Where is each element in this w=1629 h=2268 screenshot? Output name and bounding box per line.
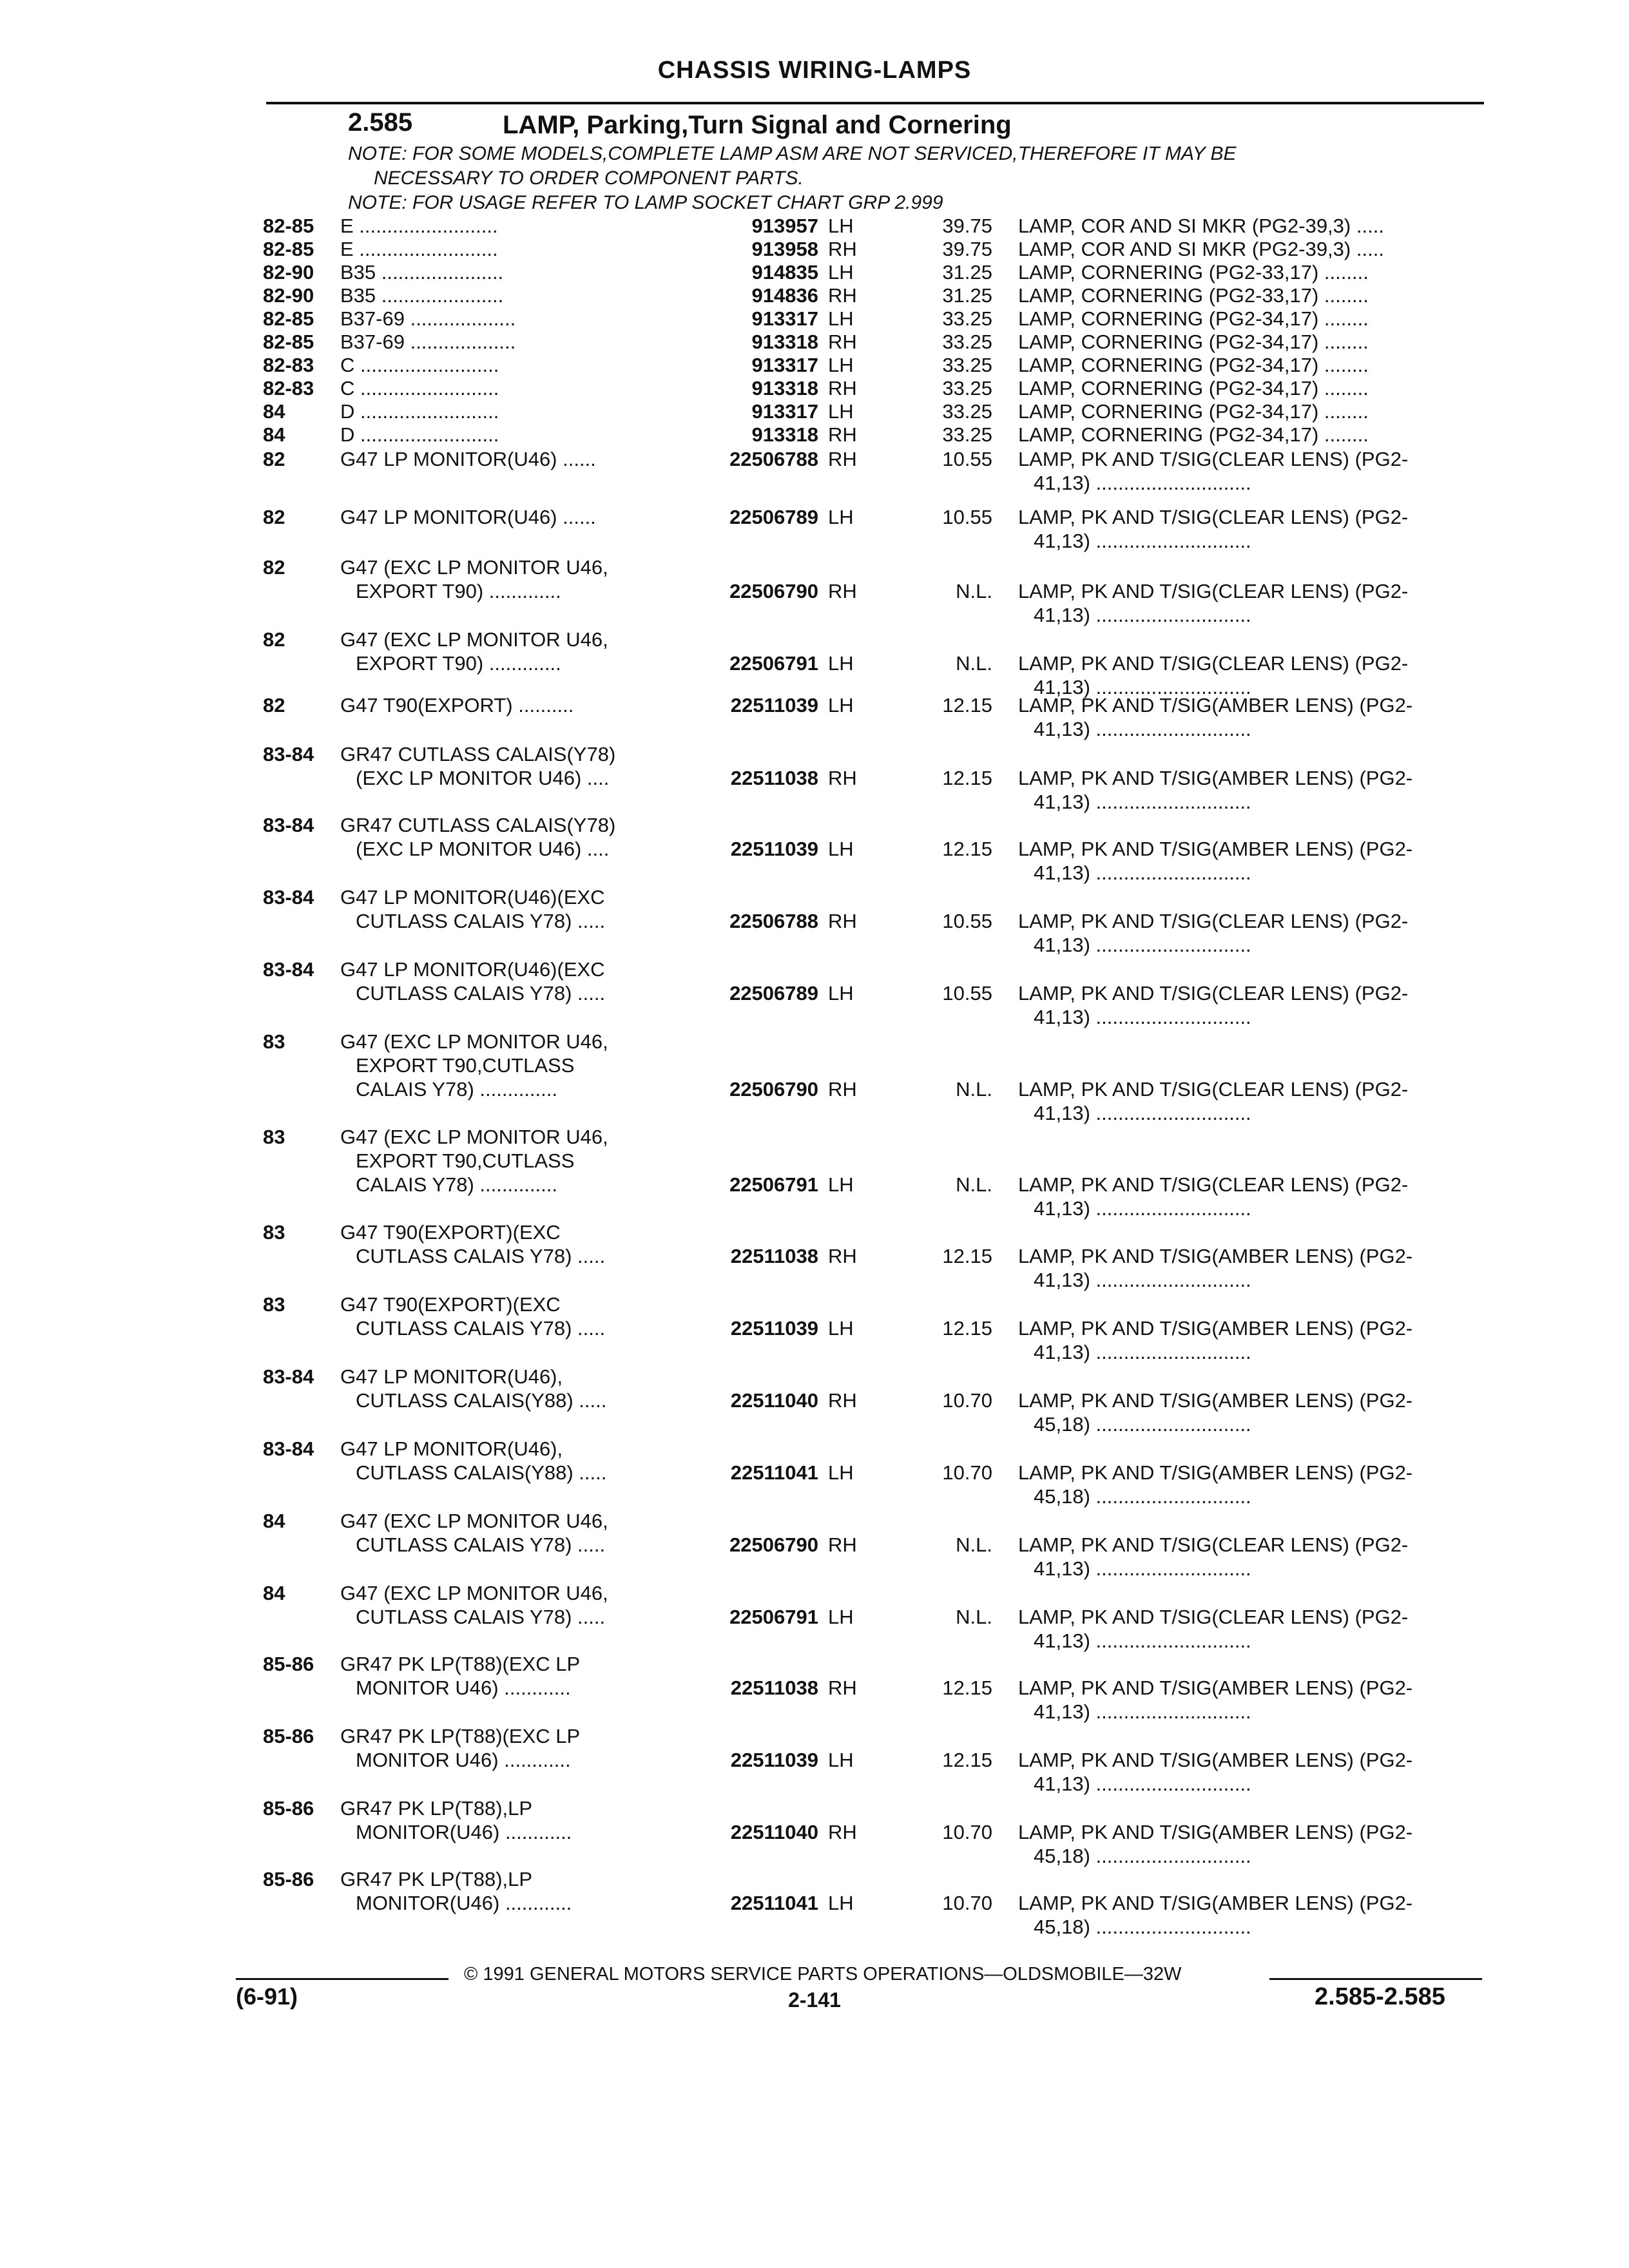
part-description: LAMP, CORNERING (PG2-34,17) ........ — [1018, 400, 1369, 423]
part-description-cont: 41,13) ............................ — [1034, 1629, 1251, 1652]
price: 10.55 — [942, 506, 992, 528]
part-number: 913317 — [751, 307, 818, 330]
part-number: 22511039 — [730, 1317, 818, 1340]
part-number: 914835 — [751, 261, 818, 284]
part-number: 22511040 — [730, 1821, 818, 1843]
model-year: 82 — [263, 556, 285, 579]
model-description: GR47 PK LP(T88)(EXC LP — [340, 1725, 581, 1747]
part-description-cont: 41,13) ............................ — [1034, 1773, 1251, 1795]
price: 10.70 — [942, 1821, 992, 1843]
side: RH — [828, 331, 857, 353]
model-description-cont: MONITOR U46) ............ — [356, 1749, 571, 1771]
part-description: LAMP, PK AND T/SIG(AMBER LENS) (PG2- — [1018, 1821, 1413, 1843]
model-description: C ......................... — [340, 377, 499, 399]
model-year: 85-86 — [263, 1797, 314, 1820]
model-year: 84 — [263, 1510, 285, 1532]
side: LH — [828, 261, 854, 284]
model-description: D ......................... — [340, 423, 499, 446]
part-number: 22506789 — [729, 982, 818, 1004]
model-description-cont: EXPORT T90,CUTLASS — [356, 1054, 575, 1077]
part-number: 22511038 — [730, 1677, 818, 1699]
part-description-cont: 41,13) ............................ — [1034, 1269, 1251, 1291]
part-description-cont: 41,13) ............................ — [1034, 1700, 1251, 1723]
model-description: G47 LP MONITOR(U46)(EXC — [340, 958, 605, 981]
part-description: LAMP, PK AND T/SIG(CLEAR LENS) (PG2- — [1018, 506, 1409, 528]
model-year: 83 — [263, 1293, 285, 1316]
price: N.L. — [956, 1533, 992, 1556]
model-description: G47 LP MONITOR(U46) ...... — [340, 506, 596, 528]
part-description-cont: 45,18) ............................ — [1034, 1916, 1251, 1938]
side: RH — [828, 1245, 857, 1267]
model-year: 85-86 — [263, 1653, 314, 1675]
part-number: 22506790 — [729, 580, 818, 602]
model-year: 83 — [263, 1126, 285, 1148]
model-description: G47 (EXC LP MONITOR U46, — [340, 1510, 608, 1532]
part-description-cont: 41,13) ............................ — [1034, 861, 1251, 884]
price: 33.25 — [942, 377, 992, 399]
price: 33.25 — [942, 307, 992, 330]
model-description: G47 T90(EXPORT)(EXC — [340, 1293, 561, 1316]
side: LH — [828, 506, 854, 528]
part-description: LAMP, PK AND T/SIG(AMBER LENS) (PG2- — [1018, 838, 1413, 860]
part-description: LAMP, PK AND T/SIG(AMBER LENS) (PG2- — [1018, 1245, 1413, 1267]
part-number: 913957 — [751, 215, 818, 237]
part-number: 22506791 — [729, 652, 818, 675]
part-description-cont: 41,13) ............................ — [1034, 1102, 1251, 1124]
model-year: 83 — [263, 1221, 285, 1244]
part-description-cont: 41,13) ............................ — [1034, 1341, 1251, 1363]
part-description: LAMP, PK AND T/SIG(CLEAR LENS) (PG2- — [1018, 1173, 1409, 1196]
side: RH — [828, 1677, 857, 1699]
part-description: LAMP, CORNERING (PG2-34,17) ........ — [1018, 377, 1369, 399]
part-description-cont: 41,13) ............................ — [1034, 530, 1251, 552]
model-year: 82-83 — [263, 354, 314, 376]
part-number: 913318 — [751, 423, 818, 446]
model-description-cont: CUTLASS CALAIS Y78) ..... — [356, 982, 606, 1004]
price: 10.55 — [942, 448, 992, 470]
model-description: B37-69 ................... — [340, 307, 516, 330]
part-description-cont: 45,18) ............................ — [1034, 1413, 1251, 1436]
side: RH — [828, 423, 857, 446]
part-number: 913317 — [751, 354, 818, 376]
model-description-cont: EXPORT T90,CUTLASS — [356, 1149, 575, 1172]
price: 12.15 — [942, 1317, 992, 1340]
part-description: LAMP, PK AND T/SIG(CLEAR LENS) (PG2- — [1018, 652, 1409, 675]
part-number: 914836 — [751, 284, 818, 307]
model-year: 82 — [263, 628, 285, 651]
part-description: LAMP, CORNERING (PG2-34,17) ........ — [1018, 354, 1369, 376]
part-description-cont: 41,13) ............................ — [1034, 604, 1251, 626]
price: 12.15 — [942, 1245, 992, 1267]
model-description: GR47 PK LP(T88),LP — [340, 1868, 533, 1890]
part-number: 913317 — [751, 400, 818, 423]
part-number: 22506789 — [729, 506, 818, 528]
part-description: LAMP, PK AND T/SIG(AMBER LENS) (PG2- — [1018, 1749, 1413, 1771]
model-year: 83-84 — [263, 1365, 314, 1388]
model-description: G47 (EXC LP MONITOR U46, — [340, 556, 608, 579]
part-number: 22511041 — [730, 1461, 818, 1484]
section-range: 2.585-2.585 — [1315, 1983, 1445, 2010]
model-description: G47 (EXC LP MONITOR U46, — [340, 1030, 608, 1053]
part-description-cont: 41,13) ............................ — [1034, 1197, 1251, 1220]
section-title: LAMP, Parking,Turn Signal and Cornering — [503, 111, 1012, 139]
part-description: LAMP, CORNERING (PG2-34,17) ........ — [1018, 423, 1369, 446]
price: 31.25 — [942, 261, 992, 284]
part-number: 22506791 — [729, 1173, 818, 1196]
part-number: 22506791 — [729, 1606, 818, 1628]
part-description: LAMP, PK AND T/SIG(AMBER LENS) (PG2- — [1018, 1317, 1413, 1340]
revision-date: (6-91) — [236, 1983, 298, 2010]
model-description: G47 T90(EXPORT) .......... — [340, 694, 574, 716]
price: 33.25 — [942, 423, 992, 446]
model-description-cont: (EXC LP MONITOR U46) .... — [356, 767, 610, 789]
part-description: LAMP, COR AND SI MKR (PG2-39,3) ..... — [1018, 215, 1384, 237]
part-description: LAMP, CORNERING (PG2-33,17) ........ — [1018, 284, 1369, 307]
side: RH — [828, 1389, 857, 1412]
part-description: LAMP, PK AND T/SIG(CLEAR LENS) (PG2- — [1018, 982, 1409, 1004]
part-description: LAMP, PK AND T/SIG(CLEAR LENS) (PG2- — [1018, 910, 1409, 932]
model-description: GR47 PK LP(T88)(EXC LP — [340, 1653, 581, 1675]
part-description-cont: 41,13) ............................ — [1034, 718, 1251, 740]
model-year: 84 — [263, 1582, 285, 1604]
model-description: GR47 CUTLASS CALAIS(Y78) — [340, 814, 616, 836]
part-description-cont: 41,13) ............................ — [1034, 676, 1251, 698]
model-description-cont: MONITOR(U46) ............ — [356, 1821, 572, 1843]
note-line-1: NOTE: FOR SOME MODELS,COMPLETE LAMP ASM ARE NOT SERVICED,THEREFORE IT MAY BE — [348, 143, 1237, 164]
model-description-cont: MONITOR U46) ............ — [356, 1677, 571, 1699]
model-year: 82-90 — [263, 284, 314, 307]
part-number: 913318 — [751, 331, 818, 353]
side: LH — [828, 1173, 854, 1196]
model-description: G47 LP MONITOR(U46), — [340, 1365, 563, 1388]
price: 12.15 — [942, 1749, 992, 1771]
part-number: 22506788 — [729, 910, 818, 932]
model-description: E ......................... — [340, 238, 498, 260]
part-number: 22506790 — [729, 1533, 818, 1556]
price: 31.25 — [942, 284, 992, 307]
model-year: 84 — [263, 400, 285, 423]
model-description: G47 LP MONITOR(U46), — [340, 1437, 563, 1460]
model-description-cont: CALAIS Y78) .............. — [356, 1173, 557, 1196]
model-year: 82 — [263, 448, 285, 470]
part-description: LAMP, PK AND T/SIG(AMBER LENS) (PG2- — [1018, 1677, 1413, 1699]
page-header: CHASSIS WIRING-LAMPS — [657, 57, 972, 84]
part-number: 22506790 — [729, 1078, 818, 1100]
model-description-cont: CUTLASS CALAIS Y78) ..... — [356, 1533, 606, 1556]
footer-rule-left — [236, 1978, 448, 1980]
part-description: LAMP, PK AND T/SIG(CLEAR LENS) (PG2- — [1018, 1078, 1409, 1100]
model-description: B35 ...................... — [340, 261, 504, 284]
model-description-cont: CALAIS Y78) .............. — [356, 1078, 557, 1100]
part-number: 22511040 — [730, 1389, 818, 1412]
model-description: G47 LP MONITOR(U46) ...... — [340, 448, 596, 470]
price: 12.15 — [942, 1677, 992, 1699]
model-year: 82-85 — [263, 238, 314, 260]
model-description: G47 LP MONITOR(U46)(EXC — [340, 886, 605, 908]
side: RH — [828, 767, 857, 789]
price: 10.55 — [942, 982, 992, 1004]
copyright: © 1991 GENERAL MOTORS SERVICE PARTS OPERATIONS—OLDSMOBILE—32W — [464, 1964, 1182, 1984]
side: LH — [828, 400, 854, 423]
price: 12.15 — [942, 767, 992, 789]
model-description: E ......................... — [340, 215, 498, 237]
model-description-cont: EXPORT T90) ............. — [356, 652, 561, 675]
model-year: 82-85 — [263, 331, 314, 353]
price: N.L. — [956, 652, 992, 675]
side: LH — [828, 1749, 854, 1771]
model-year: 83-84 — [263, 1437, 314, 1460]
model-year: 85-86 — [263, 1725, 314, 1747]
part-number: 22511039 — [730, 838, 818, 860]
model-description: C ......................... — [340, 354, 499, 376]
side: LH — [828, 1892, 854, 1914]
price: 39.75 — [942, 215, 992, 237]
price: 39.75 — [942, 238, 992, 260]
model-year: 82 — [263, 694, 285, 716]
part-number: 22511041 — [730, 1892, 818, 1914]
model-year: 82-90 — [263, 261, 314, 284]
price: N.L. — [956, 1606, 992, 1628]
side: LH — [828, 215, 854, 237]
side: LH — [828, 307, 854, 330]
side: RH — [828, 448, 857, 470]
side: LH — [828, 982, 854, 1004]
model-year: 82-85 — [263, 307, 314, 330]
model-year: 83 — [263, 1030, 285, 1053]
part-description: LAMP, PK AND T/SIG(AMBER LENS) (PG2- — [1018, 694, 1413, 716]
side: RH — [828, 1533, 857, 1556]
side: LH — [828, 838, 854, 860]
side: LH — [828, 1317, 854, 1340]
part-number: 913958 — [751, 238, 818, 260]
price: N.L. — [956, 1078, 992, 1100]
part-description-cont: 41,13) ............................ — [1034, 791, 1251, 813]
model-year: 83-84 — [263, 886, 314, 908]
part-number: 22511038 — [730, 1245, 818, 1267]
side: LH — [828, 694, 854, 716]
price: 12.15 — [942, 694, 992, 716]
model-description: GR47 CUTLASS CALAIS(Y78) — [340, 743, 616, 765]
model-description: B37-69 ................... — [340, 331, 516, 353]
model-description: B35 ...................... — [340, 284, 504, 307]
model-description: G47 T90(EXPORT)(EXC — [340, 1221, 561, 1244]
section-number: 2.585 — [348, 108, 413, 137]
part-description: LAMP, PK AND T/SIG(AMBER LENS) (PG2- — [1018, 1892, 1413, 1914]
price: 12.15 — [942, 838, 992, 860]
side: LH — [828, 354, 854, 376]
part-description-cont: 41,13) ............................ — [1034, 934, 1251, 956]
part-description: LAMP, PK AND T/SIG(CLEAR LENS) (PG2- — [1018, 1533, 1409, 1556]
part-number: 22511039 — [730, 1749, 818, 1771]
model-description-cont: EXPORT T90) ............. — [356, 580, 561, 602]
model-description: G47 (EXC LP MONITOR U46, — [340, 1582, 608, 1604]
model-description: G47 (EXC LP MONITOR U46, — [340, 628, 608, 651]
model-description: GR47 PK LP(T88),LP — [340, 1797, 533, 1820]
model-year: 82 — [263, 506, 285, 528]
part-description: LAMP, CORNERING (PG2-34,17) ........ — [1018, 331, 1369, 353]
model-description: D ......................... — [340, 400, 499, 423]
part-description: LAMP, PK AND T/SIG(CLEAR LENS) (PG2- — [1018, 580, 1409, 602]
price: 10.55 — [942, 910, 992, 932]
part-description: LAMP, CORNERING (PG2-33,17) ........ — [1018, 261, 1369, 284]
model-year: 83-84 — [263, 958, 314, 981]
part-description-cont: 45,18) ............................ — [1034, 1845, 1251, 1867]
part-description: LAMP, COR AND SI MKR (PG2-39,3) ..... — [1018, 238, 1384, 260]
side: RH — [828, 580, 857, 602]
part-description: LAMP, PK AND T/SIG(AMBER LENS) (PG2- — [1018, 1389, 1413, 1412]
part-description-cont: 41,13) ............................ — [1034, 1006, 1251, 1028]
price: 10.70 — [942, 1389, 992, 1412]
price: 10.70 — [942, 1892, 992, 1914]
part-description: LAMP, CORNERING (PG2-34,17) ........ — [1018, 307, 1369, 330]
note-line-3: NOTE: FOR USAGE REFER TO LAMP SOCKET CHART GRP 2.999 — [348, 192, 943, 213]
page-number: 2-141 — [788, 1988, 841, 2012]
model-description-cont: CUTLASS CALAIS Y78) ..... — [356, 1317, 606, 1340]
side: RH — [828, 377, 857, 399]
part-description: LAMP, PK AND T/SIG(AMBER LENS) (PG2- — [1018, 767, 1413, 789]
part-number: 22511039 — [730, 694, 818, 716]
model-description-cont: CUTLASS CALAIS Y78) ..... — [356, 910, 606, 932]
model-year: 82-85 — [263, 215, 314, 237]
price: 10.70 — [942, 1461, 992, 1484]
part-description-cont: 41,13) ............................ — [1034, 1557, 1251, 1580]
side: LH — [828, 1461, 854, 1484]
side: RH — [828, 284, 857, 307]
model-year: 85-86 — [263, 1868, 314, 1890]
note-line-2: NECESSARY TO ORDER COMPONENT PARTS. — [374, 168, 804, 189]
model-description-cont: (EXC LP MONITOR U46) .... — [356, 838, 610, 860]
model-description: G47 (EXC LP MONITOR U46, — [340, 1126, 608, 1148]
side: LH — [828, 1606, 854, 1628]
price: 33.25 — [942, 331, 992, 353]
price: N.L. — [956, 580, 992, 602]
model-year: 83-84 — [263, 743, 314, 765]
model-year: 82-83 — [263, 377, 314, 399]
model-description-cont: CUTLASS CALAIS(Y88) ..... — [356, 1461, 607, 1484]
side: RH — [828, 1821, 857, 1843]
part-description-cont: 41,13) ............................ — [1034, 472, 1251, 494]
part-description: LAMP, PK AND T/SIG(CLEAR LENS) (PG2- — [1018, 1606, 1409, 1628]
part-description-cont: 45,18) ............................ — [1034, 1485, 1251, 1508]
model-description-cont: MONITOR(U46) ............ — [356, 1892, 572, 1914]
model-description-cont: CUTLASS CALAIS Y78) ..... — [356, 1606, 606, 1628]
side: RH — [828, 910, 857, 932]
header-rule — [266, 102, 1484, 104]
part-number: 913318 — [751, 377, 818, 399]
model-year: 84 — [263, 423, 285, 446]
model-year: 83-84 — [263, 814, 314, 836]
part-description: LAMP, PK AND T/SIG(CLEAR LENS) (PG2- — [1018, 448, 1409, 470]
price: N.L. — [956, 1173, 992, 1196]
price: 33.25 — [942, 400, 992, 423]
footer-rule-right — [1269, 1978, 1482, 1980]
part-description: LAMP, PK AND T/SIG(AMBER LENS) (PG2- — [1018, 1461, 1413, 1484]
part-number: 22511038 — [730, 767, 818, 789]
side: RH — [828, 238, 857, 260]
model-description-cont: CUTLASS CALAIS(Y88) ..... — [356, 1389, 607, 1412]
part-number: 22506788 — [729, 448, 818, 470]
side: RH — [828, 1078, 857, 1100]
side: LH — [828, 652, 854, 675]
price: 33.25 — [942, 354, 992, 376]
model-description-cont: CUTLASS CALAIS Y78) ..... — [356, 1245, 606, 1267]
